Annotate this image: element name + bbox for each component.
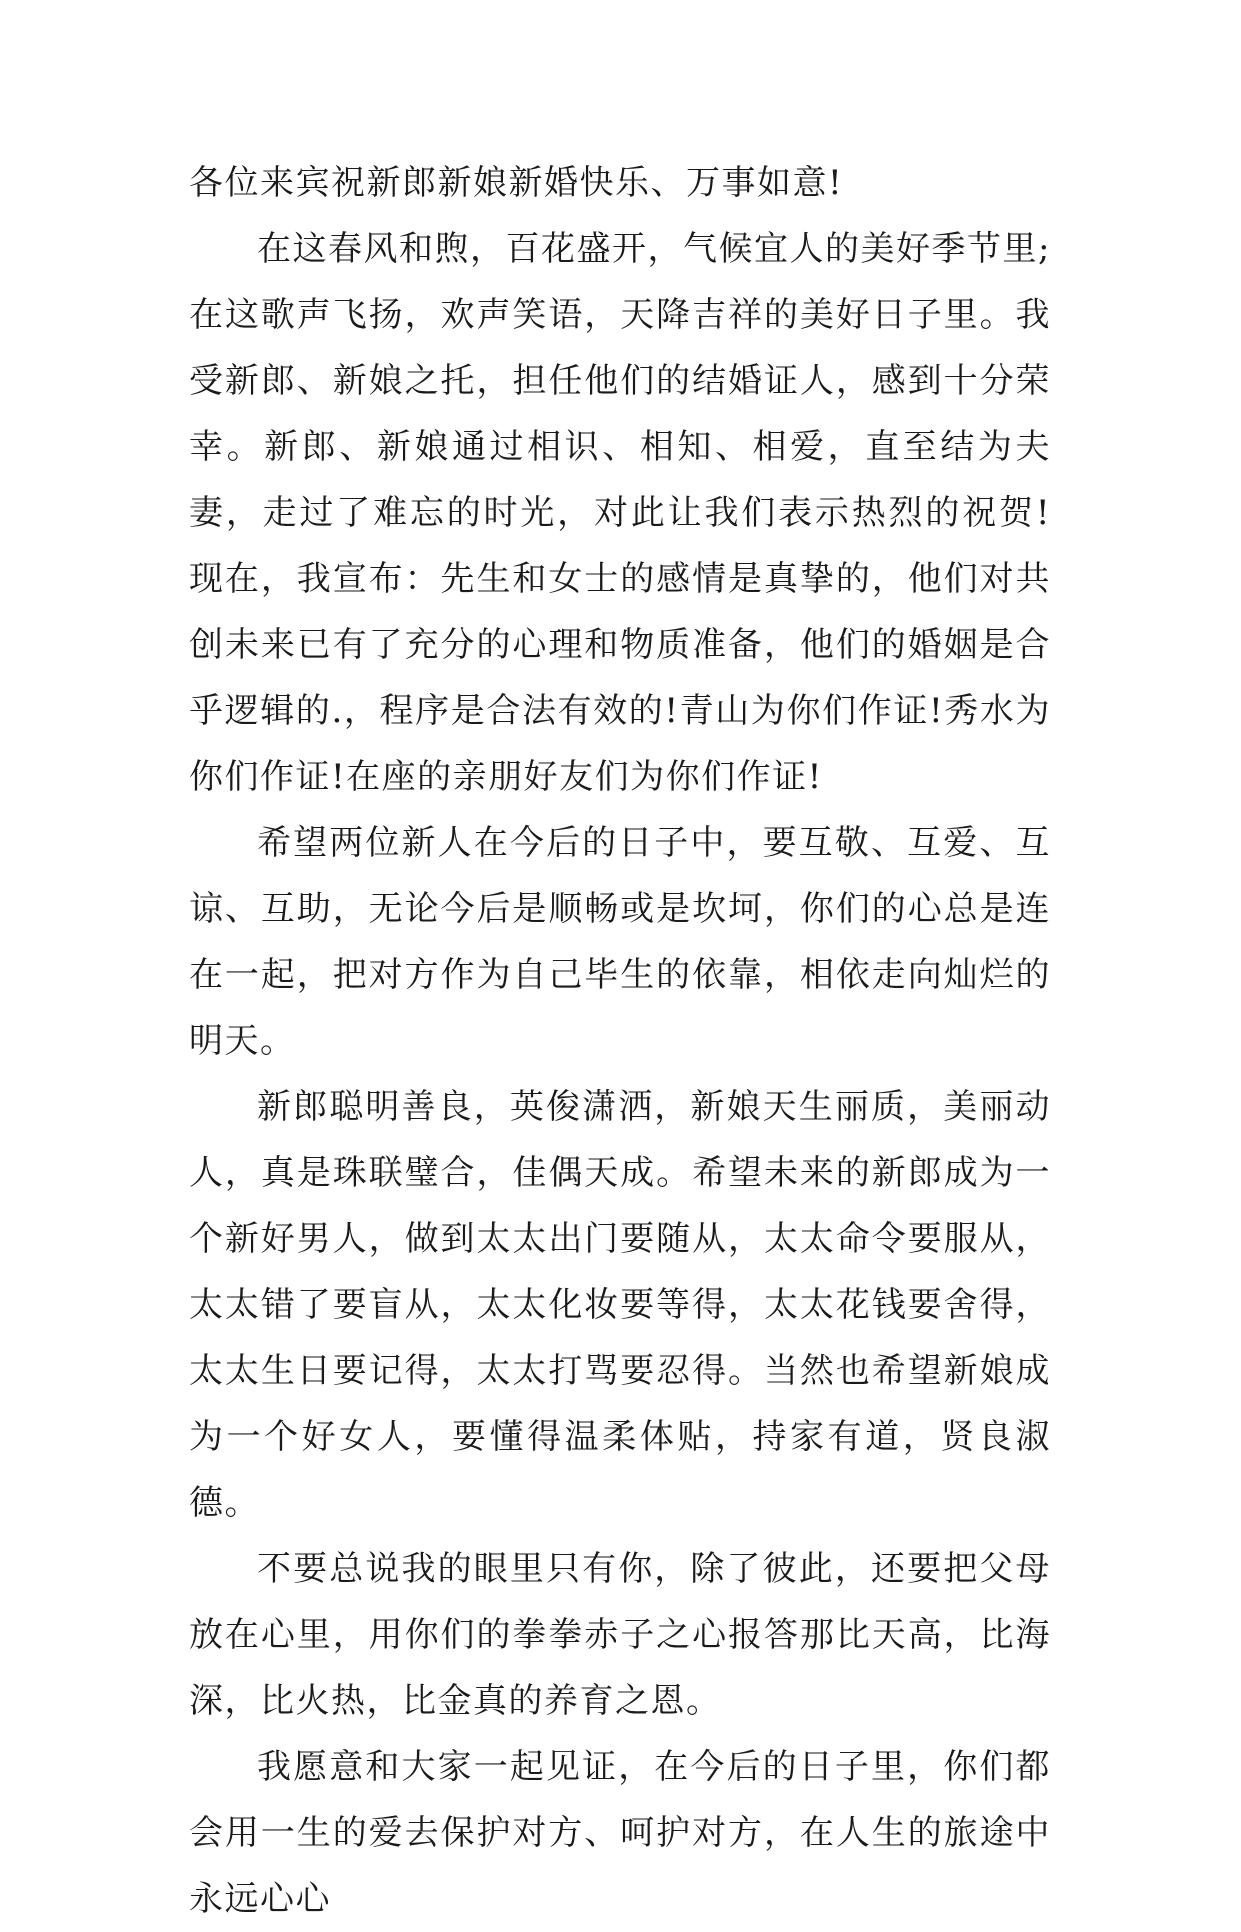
paragraph-1: 各位来宾祝新郎新娘新婚快乐、万事如意! <box>189 163 844 203</box>
paragraph-6: 我愿意和大家一起见证，在今后的日子里，你们都会用一生的爱去保护对方、呵护对方，在人生的旅途中永远心心 <box>189 1747 1051 1919</box>
paragraph-2: 在这春风和煦，百花盛开，气候宜人的美好季节里;在这歌声飞扬，欢声笑语，天降吉祥的美好日子里。我受新郎、新娘之托，担任他们的结婚证人，感到十分荣幸。新郎、新娘通过相识、相知、相爱，直至结为夫妻，走过了难忘的时光，对此让我们表示热烈的祝贺!现在，我宣布：先生和女士的感情是真挚的，他们对共创未来已有了充分的心理和物质准备，他们的婚姻是合乎逻辑的.，程序是合法有效的!青山为你们作证!秀水为你们作证!在座的亲朋好友们为你们作证! <box>189 229 1051 797</box>
paragraph-4: 新郎聪明善良，英俊潇洒，新娘天生丽质，美丽动人，真是珠联璧合，佳偶天成。希望未来的新郎成为一个新好男人，做到太太出门要随从，太太命令要服从，太太错了要盲从，太太化妆要等得，太太花钱要舍得，太太生日要记得，太太打骂要忍得。当然也希望新娘成为一个好女人，要懂得温柔体贴，持家有道，贤良淑德。 <box>189 1087 1051 1523</box>
paragraph-5: 不要总说我的眼里只有你，除了彼此，还要把父母放在心里，用你们的拳拳赤子之心报答那比天高，比海深，比火热，比金真的养育之恩。 <box>189 1549 1051 1721</box>
paragraph-3: 希望两位新人在今后的日子中，要互敬、互爱、互谅、互助，无论今后是顺畅或是坎坷，你们的心总是连在一起，把对方作为自己毕生的依靠，相依走向灿烂的明天。 <box>189 823 1051 1061</box>
document-body <box>189 150 1051 1932</box>
